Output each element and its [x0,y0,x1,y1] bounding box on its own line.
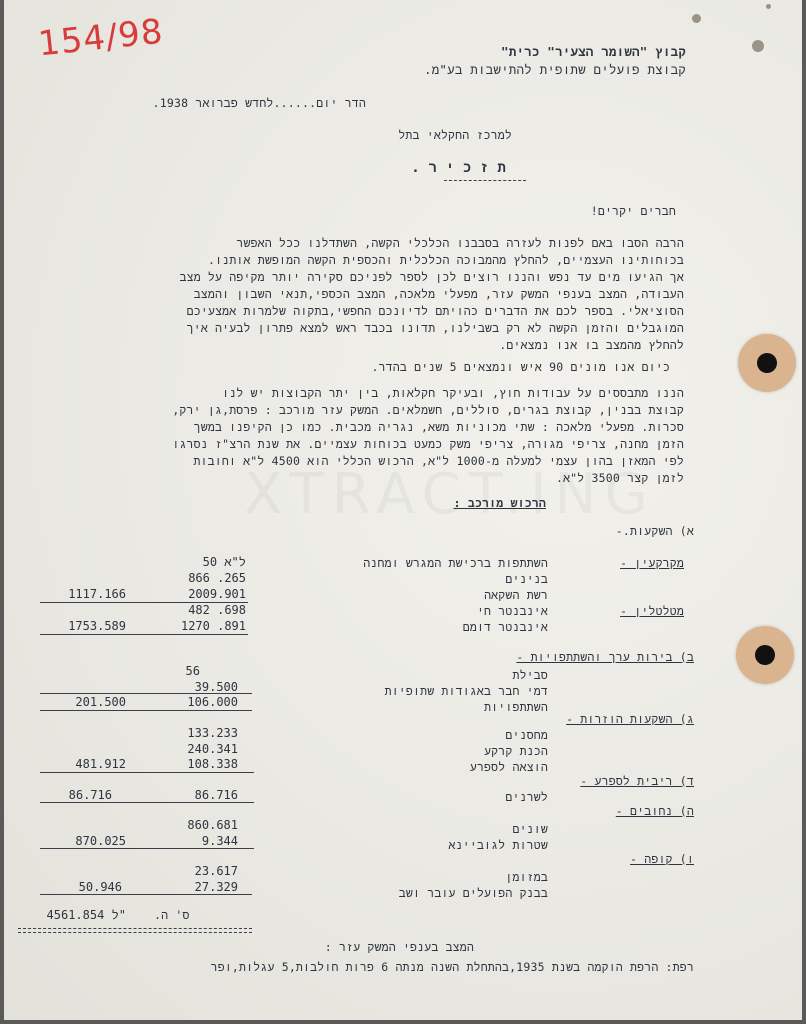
grand-total-label: ס' ה. [154,908,190,922]
item-label: הכנת קרקע [484,744,548,758]
item-value: 86.716 [194,788,238,802]
item-label: לשרנים [505,790,548,804]
subhead-movable: מטלטלין - [620,604,684,618]
footer-line-1: המצב בענפי המשק עזר : [324,940,474,954]
item-subtotal: 86.716 [68,788,112,802]
item-value: 860.681 [187,818,238,832]
item-subtotal: 201.500 [75,695,126,709]
assets-heading: הרכוש מורכב : [453,496,546,510]
subhead-land: מקרקעין - [620,556,684,570]
item-value: 1270 .891 [180,619,246,633]
punch-hole [738,334,796,392]
item-value: 2009.901 [188,587,246,601]
item-value: 23.617 [194,864,238,878]
rule [40,894,252,895]
date-line: הדר יום......לחדש פברואר 1938. [152,96,366,110]
item-value: 482 .698 [188,603,246,617]
section-a: א) השקעות.- [615,524,694,538]
item-label: השתתפות ברכישת המגרש ומחנה [363,556,548,570]
archive-number: 154/98 [36,11,166,65]
section-b: ב) בירות ערך והשתתפויות - [516,650,694,664]
greeting: חברים יקרים! [590,204,676,218]
item-value: 9.344 [201,834,238,848]
item-value: 866 .265 [188,571,246,585]
rule [40,802,254,803]
grand-total-value: 4561.854 ל" [46,908,126,922]
item-subtotal: 50.946 [78,880,122,894]
item-value: 240.341 [187,742,238,756]
item-label: שונים [512,822,548,836]
item-label: בנינים [505,572,548,586]
paragraph-2: כיום אנו מונים 90 איש ונמצאים 5 שנים בהדר. [371,360,670,374]
item-subtotal: 1753.589 [68,619,126,633]
rule [40,848,254,849]
item-label: אינבנטר דומם [462,620,548,634]
title-underline [444,180,526,181]
header-sub: קבוצת פועלים שתופית להתישבות בע"מ. [424,62,686,77]
item-label: במזומן [505,870,548,884]
item-label: הוצאה לספרע [469,760,548,774]
header-org: קבוץ "השומר הצעיר" כרית" [501,44,686,59]
item-value: 50 ל"א [202,555,246,569]
stain [752,40,764,52]
section-h: ה) נחובים - [615,804,694,818]
rule [40,693,252,694]
item-label: דמי חבר באגודות שתופיות [384,684,548,698]
item-value: 133.233 [187,726,238,740]
item-subtotal: 481.912 [75,757,126,771]
document-page: 154/98 קבוץ "השומר הצעיר" כרית" קבוצת פועלים שתופית להתישבות בע"מ. הדר יום......לחדש פברואר 1938. למרכז החקלאי בתל ת ז כ י ר . חברים יקרים! הרבה הסבו באם לפנות לעזרה בסבבנו הכלכלי הקשה, השתדלנו ככל האפשר בכוחותינו העצמיים, להחלץ מהמבוכה הכלכלית והכספית הקשה המופשת אותנו. אך הגיעו מים עד נפש והננו רוצים לכן לספר לפניכם סקירה יותר מקיפה על מצב העבודה, המצב בענפי המשק עזר, מפעלי מלאכה, המצב הכספי,תנאי השבון והמצב הסוציאלי. בספר לכם את הדברים כהויתם לדיונכם החפשי,בתקוה שלמרות אמצעיכם המוגבלים והזמן הקשה לא רק בשבילנו, תדונו בכבד ראש למצא פתרון לבעיה איך להחלץ מהמצב בו אנו נמצאים. כיום אנו מונים 90 איש ונמצאים 5 שנים בהדר. הננו מתבססים על עבודות חוץ, ובעיקר חקלאות, בין יתר הקבוצות יש לנו קבוצת בבנין, קבוצת בגרים, סוללים, חשמלאים. המשק עזר מורכב : פרסת,גן ירק, סכרות. מפעלי מלאכה : שתי מכוניות משא, נגריה מכבית. כמו כן הקיפנו במשך הזמן מחנה, צריפי מגורה, צריפי משק כמעט בכוחות עצמיים. את שנת הרצ"ז נסרגו לפי המאזן בהון עצמי למעלה מ-1000 ל"א, הרכוש הכללי הוא 4500 ל"א וחובות לזמן קצר 3500 ל"א. הרכוש מורכב : א) השקעות.- מקרקעין - מטלטלין - השתתפות ברכישת המגרש ומחנה 50 ל"א בנינים 866 .265 רשת השקאה 2009.901 1117.166 אינבנטר חי 482 .698 אינבנטר דומם 1270 .891 1753.589 ב) בירות ערך והשתתפויות - סבילת 56 דמי חבר באגודות שתופיות 39.500 השתתפויות 106.000 201.500 ג) השקעות הוזרות - מחסנים 133.233 הכנת קרקע 240.341 הוצאה לספרע 108.338 481.912 ד) ריבית לספרע - לשרנים 86.716 86.716 ה) נחובים - שונים 860.681 שטרות לגוביינא 9.344 870.025 ו) קופה - במזומן 23.617 בבנק הפועלים עובר ושב 27.329 50.946 4561.854 ל" ס' ה. המצב בענפי המשק עזר : רפת: הרפת הוקמה בשנת 1935,בהתחלת השנה מנתה 6 פרות חולבות,5 עגלות,ופר [4,0,802,1020]
rule [40,634,248,635]
item-value: 39.500 [194,680,238,694]
item-label: סבילת [512,668,548,682]
section-d: ד) ריבית לספרע - [580,774,694,788]
item-label: רשת השקאה [484,588,548,602]
section-g: ג) השקעות הוזרות - [566,712,694,726]
item-value: 27.329 [194,880,238,894]
rule [40,772,254,773]
item-label: מחסנים [505,728,548,742]
stain [766,4,771,9]
item-subtotal: 1117.166 [68,587,126,601]
item-subtotal: 870.025 [75,834,126,848]
item-value: 106.000 [187,695,238,709]
punch-hole [736,626,794,684]
stain [692,14,701,23]
item-value: 56 [185,664,200,678]
item-label: בבנק הפועלים עובר ושב [398,886,548,900]
item-label: אינבנטר חי [476,604,548,618]
item-value: 108.338 [187,757,238,771]
addressee: למרכז החקלאי בתל [398,128,512,142]
section-v: ו) קופה - [630,852,694,866]
memo-title: ת ז כ י ר . [411,160,506,176]
rule [40,710,252,711]
footer-line-2: רפת: הרפת הוקמה בשנת 1935,בהתחלת השנה מנתה 6 פרות חולבות,5 עגלות,ופר [210,960,694,974]
double-rule [18,928,252,933]
item-label: שטרות לגוביינא [448,838,548,852]
item-label: השתתפויות [484,700,548,714]
